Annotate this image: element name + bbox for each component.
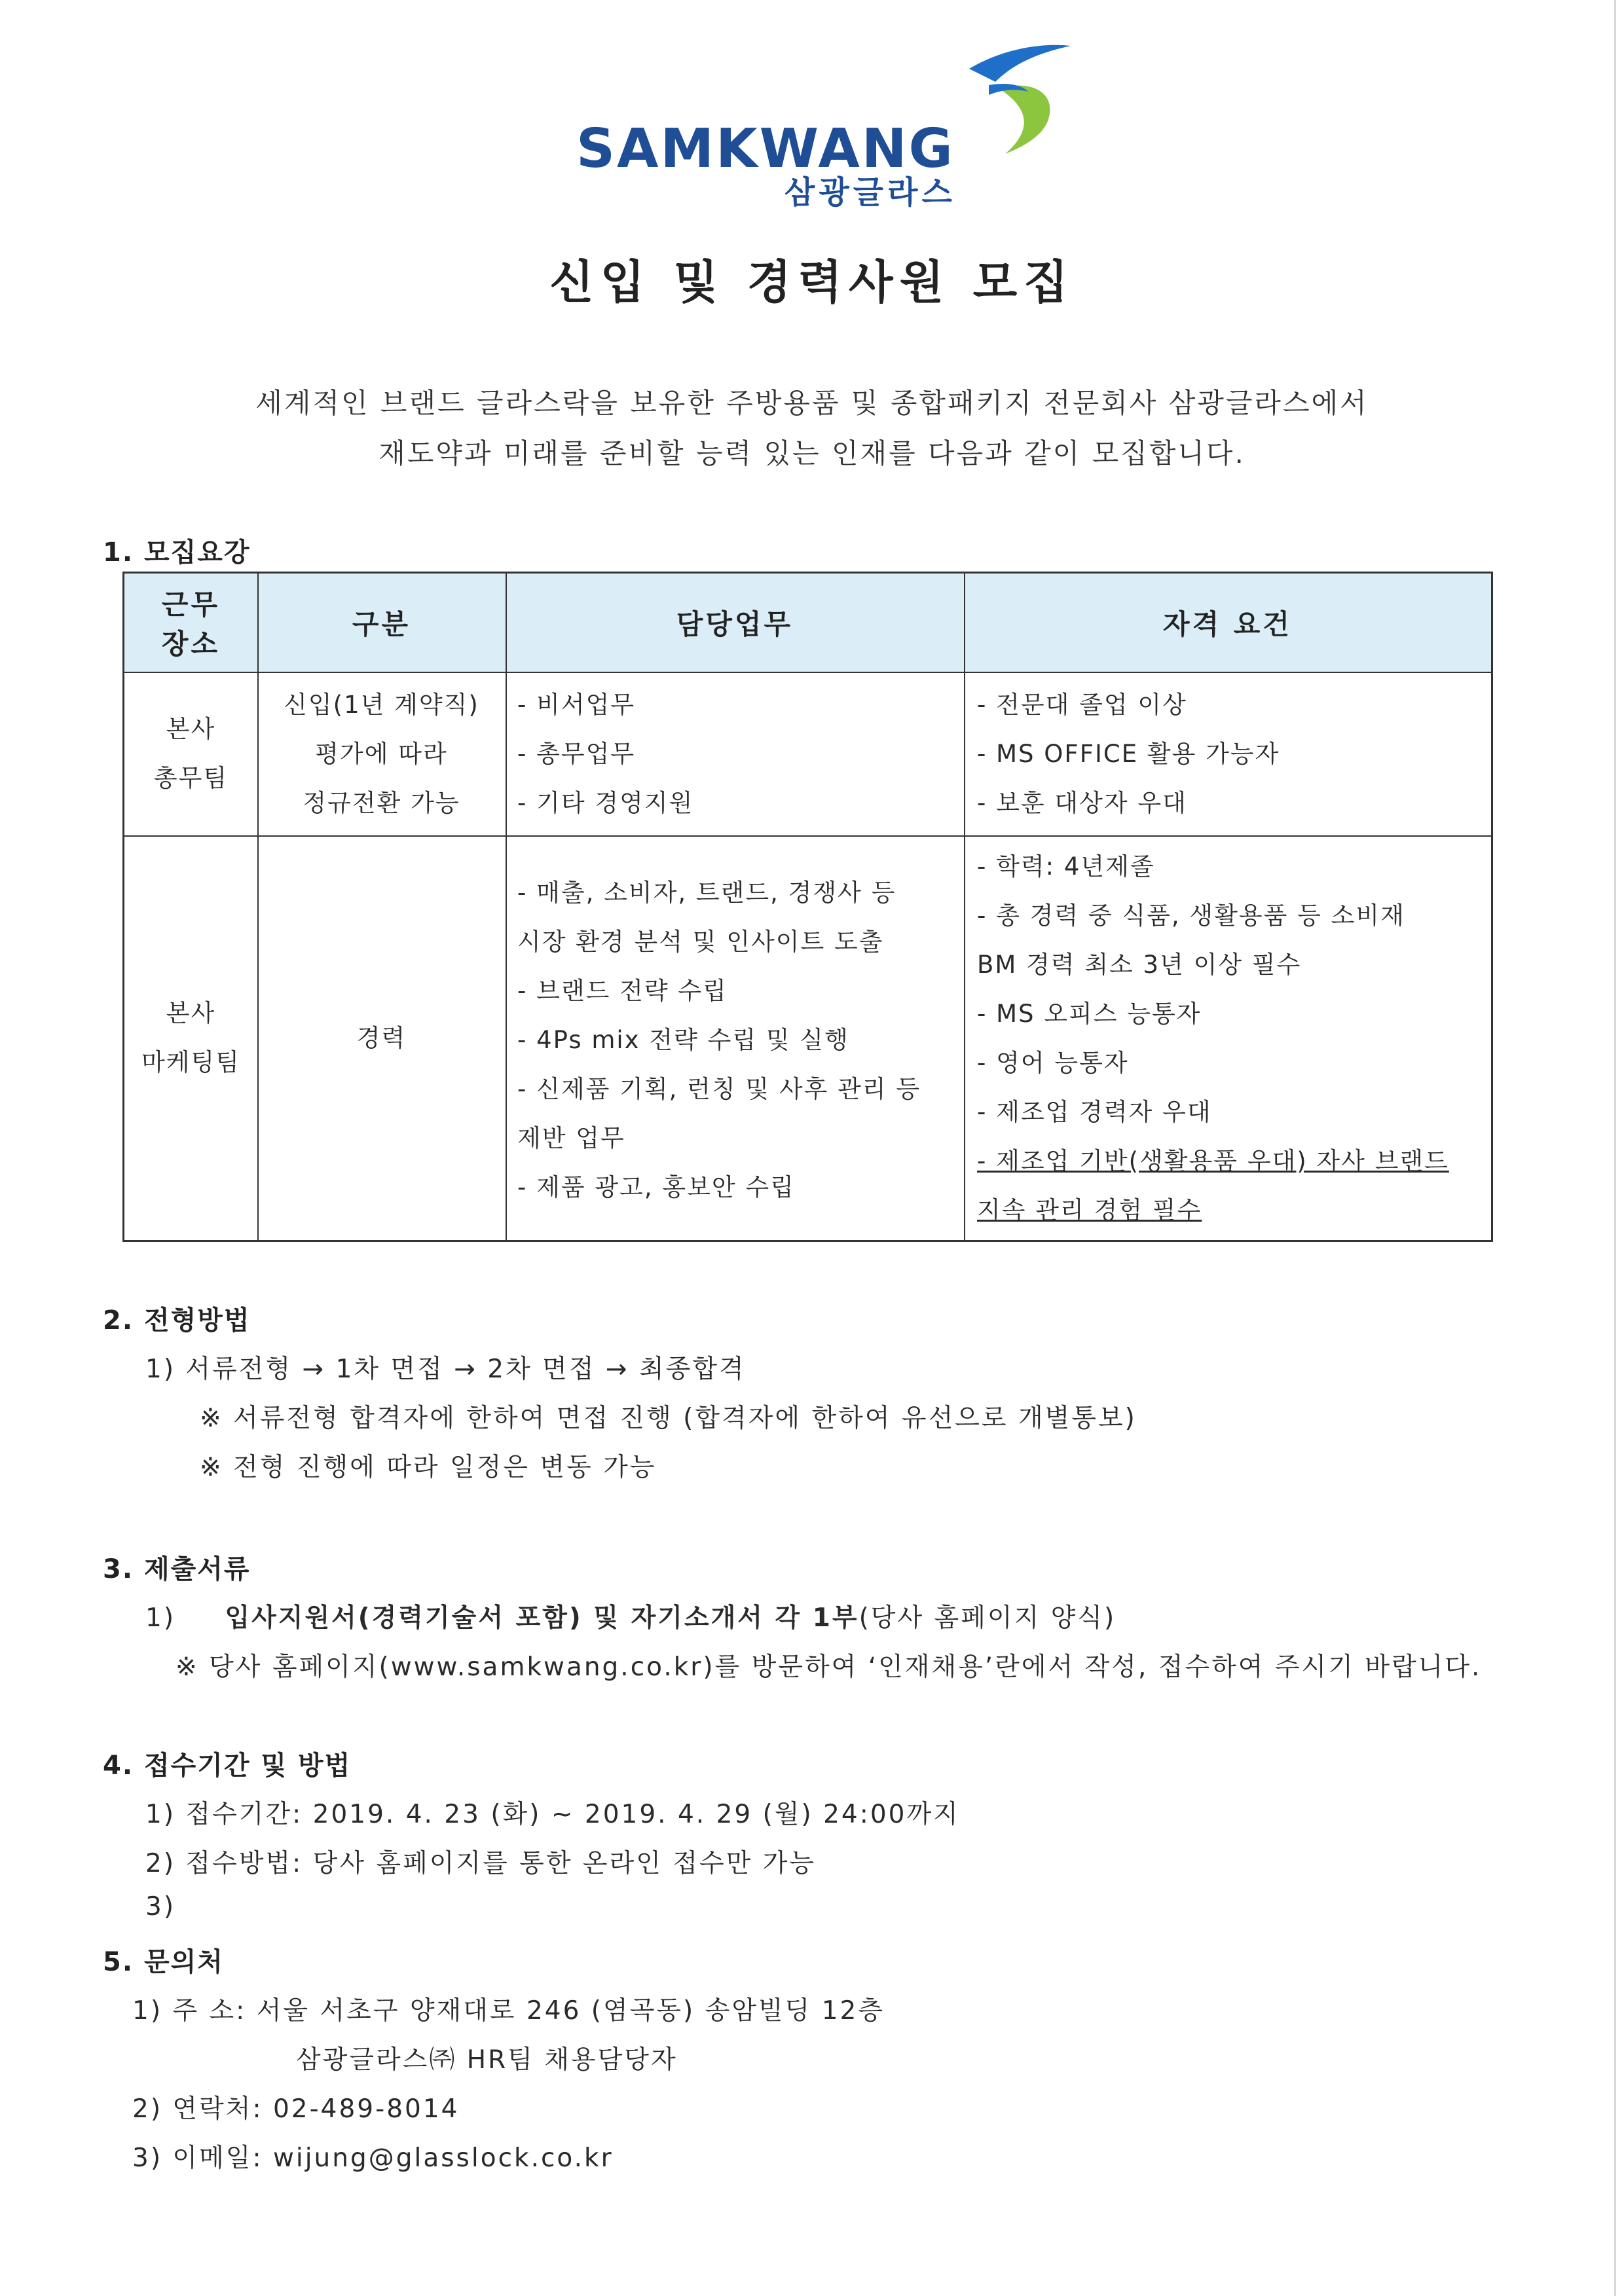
application-period: 1) 접수기간: 2019. 4. 23 (화) ~ 2019. 4. 29 (월) 24:00까지 [145, 1800, 960, 1829]
document-item [145, 1597, 1116, 1634]
logo-wordmark: SAMKWANG [576, 118, 955, 180]
cell-line: - 제품 광고, 홍보안 수립 [517, 1173, 795, 1201]
cell-line: - 4Ps mix 전략 수립 및 실행 [517, 1026, 849, 1054]
row2-duty [517, 868, 956, 1222]
cell-line: - 영어 능통자 [977, 1049, 1129, 1077]
item-text: (당사 홈페이지 양식) [858, 1603, 1116, 1633]
cell-line: 평가에 따라 [315, 739, 448, 768]
application-method: 2) 접수방법: 당사 홈페이지를 통한 온라인 접수만 가능 [145, 1849, 817, 1878]
cell-line: 정규전환 가능 [303, 788, 460, 817]
cell-line: - 학력: 4년제졸 [977, 852, 1155, 881]
header-label: 근무 [161, 589, 221, 621]
header-type: 구분 [352, 608, 411, 640]
company-logo [576, 43, 1074, 213]
cell-line: - 제조업 경력자 우대 [977, 1098, 1212, 1126]
cell-line: 본사 [166, 715, 216, 743]
section-heading: 5. 문의처 [103, 1947, 224, 1977]
cell-line: 제반 업무 [517, 1124, 625, 1152]
cell-line: - 매출, 소비자, 트랜드, 경쟁사 등 [517, 879, 896, 907]
contact-department: 삼광글라스㈜ HR팀 채용담당자 [296, 2045, 678, 2075]
intro-line: 세계적인 브랜드 글라스락을 보유한 주방용품 및 종합패키지 전문회사 삼광글라스에서 [255, 387, 1369, 419]
row1-duty [517, 680, 956, 831]
cell-line: 본사 [166, 999, 216, 1027]
cell-line: - 브랜드 전략 수립 [517, 977, 728, 1005]
cell-line: - 전문대 졸업 이상 [977, 691, 1187, 719]
header-label: 장소 [161, 628, 221, 660]
contact-address: 1) 주 소: 서울 서초구 양재대로 246 (염곡동) 송암빌딩 12층 [132, 1996, 885, 2026]
cell-line-underlined: - 제조업 기반(생활용품 우대) 자사 브랜드 [977, 1147, 1449, 1175]
cell-line: - 보훈 대상자 우대 [977, 789, 1187, 817]
row2-qualification [977, 842, 1488, 1238]
item-number: 1) [145, 1603, 176, 1633]
cell-line: - 신제품 기획, 런칭 및 사후 관리 등 [517, 1075, 921, 1103]
cell-line: 신입(1년 계약직) [284, 690, 479, 719]
contact-phone: 2) 연락처: 02-489-8014 [132, 2094, 460, 2124]
logo-swoosh-icon [943, 43, 1074, 160]
header-work-place [124, 574, 257, 672]
note-line: ※ 전형 진행에 따라 일정은 변동 가능 [200, 1453, 657, 1482]
section-heading: 3. 제출서류 [103, 1554, 251, 1584]
section-heading: 2. 전형방법 [103, 1305, 251, 1336]
row2-place [124, 835, 257, 1240]
list-item: 3) [145, 1892, 176, 1922]
cell-line: - MS OFFICE 활용 가능자 [977, 740, 1280, 768]
cell-line: 시장 환경 분석 및 인사이트 도출 [517, 928, 884, 956]
intro-line: 재도약과 미래를 준비할 능력 있는 인재를 다음과 같이 모집합니다. [378, 437, 1246, 469]
row1-qualification [977, 680, 1488, 831]
item-bold-text: 입사지원서(경력기술서 포함) 및 자기소개서 각 1부 [225, 1603, 859, 1633]
cell-line: BM 경력 최소 3년 이상 필수 [977, 951, 1302, 979]
section-heading: 4. 접수기간 및 방법 [103, 1751, 352, 1781]
section-heading: 1. 모집요강 [103, 538, 251, 568]
cell-line: - MS 오피스 능통자 [977, 1000, 1202, 1028]
page-title: 신입 및 경력사원 모집 [549, 255, 1075, 309]
process-steps: 1) 서류전형 → 1차 면접 → 2차 면접 → 최종합격 [145, 1355, 746, 1384]
cell-line-underlined: 지속 관리 경험 필수 [977, 1196, 1202, 1224]
row1-type [257, 672, 506, 835]
cell-line: - 비서업무 [517, 691, 636, 719]
note-line: ※ 서류전형 합격자에 한하여 면접 진행 (합격자에 한하여 유선으로 개별통보) [200, 1404, 1137, 1433]
cell-line: 총무팀 [153, 764, 229, 792]
header-qualification: 자격 요건 [1163, 608, 1292, 640]
cell-line: - 기타 경영지원 [517, 789, 694, 817]
recruitment-table [122, 572, 1493, 1242]
logo-korean-name: 삼광글라스 [784, 174, 956, 211]
contact-email: 3) 이메일: wijung@glasslock.co.kr [132, 2143, 614, 2173]
cell-line: - 총 경력 중 식품, 생활용품 등 소비재 [977, 902, 1405, 930]
cell-line: - 총무업무 [517, 740, 636, 768]
note-line: ※ 당사 홈페이지(www.samkwang.co.kr)를 방문하여 ‘인재채용’란에서 작성, 접수하여 주시기 바랍니다. [175, 1652, 1482, 1682]
cell-line: 마케팅팀 [141, 1048, 240, 1076]
page-edge [1614, 0, 1616, 2296]
header-duty: 담당업무 [676, 608, 794, 640]
row2-type [257, 835, 506, 1240]
row1-place [124, 672, 257, 835]
cell-line: 경력 [356, 1023, 407, 1052]
